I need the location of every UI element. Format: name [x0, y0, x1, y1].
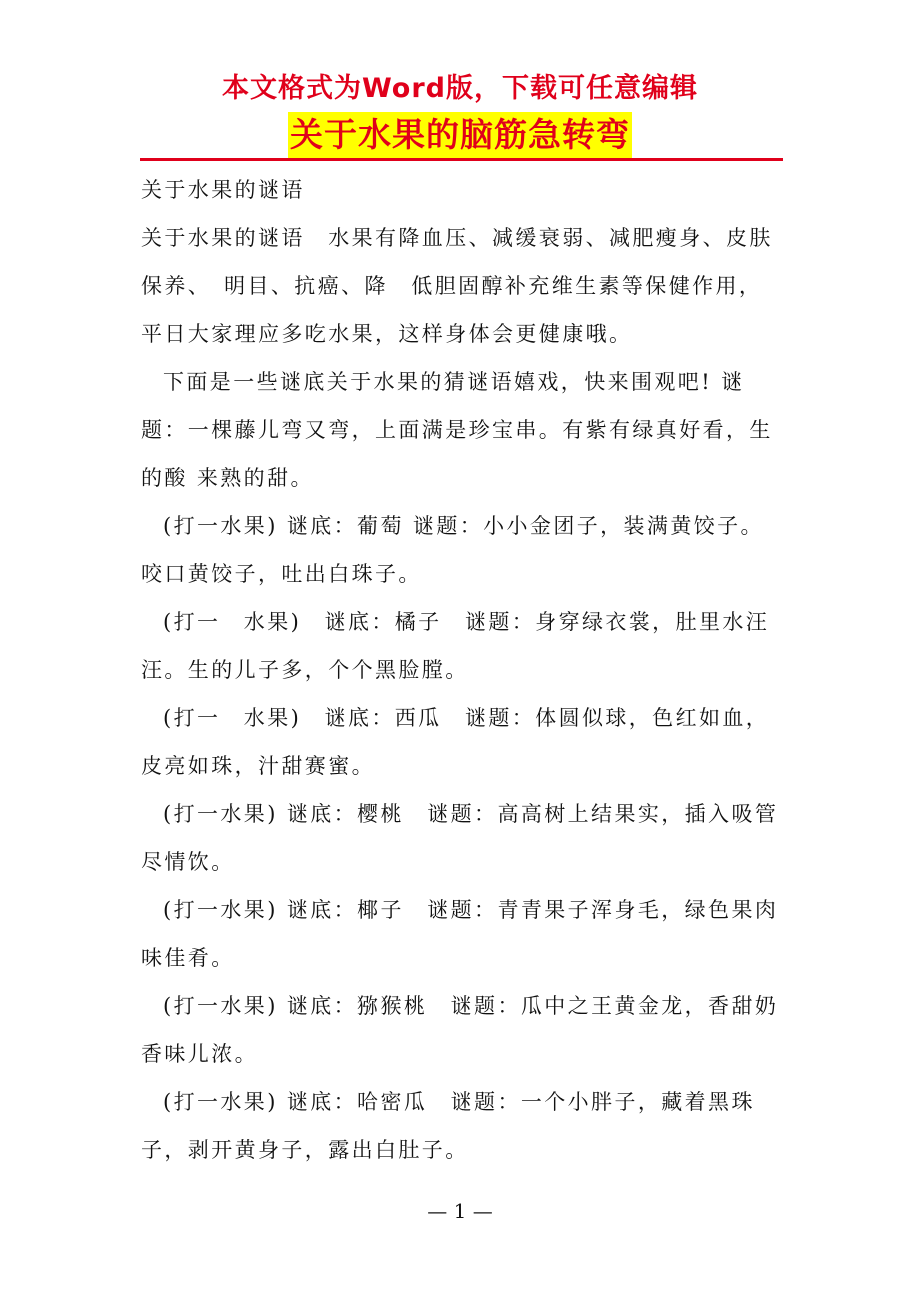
- paragraph-riddle-5: (打一水果) 谜底：樱桃 谜题：高高树上结果实，插入吸管尽情饮。: [141, 802, 779, 874]
- paragraph-riddle-6: (打一水果) 谜底：椰子 谜题：青青果子浑身毛，绿色果肉味佳肴。: [141, 898, 779, 970]
- subheading: 关于水果的谜语: [141, 178, 305, 202]
- paragraph-riddle-3: (打一 水果) 谜底：橘子 谜题：身穿绿衣裳，肚里水汪汪。生的儿子多，个个黑脸膛。: [141, 610, 770, 682]
- title-divider: [140, 158, 783, 161]
- paragraph-intro: 关于水果的谜语 水果有降血压、减缓衰弱、减肥瘦身、皮肤保养、 明目、抗癌、降 低胆固醇补充维生素等保健作用，平日大家理应多吃水果，这样身体会更健康哦。: [141, 226, 773, 346]
- title-wrapper: [0, 112, 920, 158]
- paragraph-riddle-2: (打一水果) 谜底：葡萄 谜题：小小金团子，装满黄饺子。咬口黄饺子，吐出白珠子。: [141, 514, 764, 586]
- document-body: [141, 166, 781, 1174]
- paragraph-riddle-1: 下面是一些谜底关于水果的猜谜语嬉戏，快来围观吧! 谜题：一棵藤儿弯又弯，上面满是珍宝串。有紫有绿真好看，生的酸 来熟的甜。: [141, 370, 773, 490]
- paragraph-riddle-4: (打一 水果) 谜底：西瓜 谜题：体圆似球，色红如血，皮亮如珠，汁甜赛蜜。: [141, 706, 770, 778]
- document-banner: 本文格式为Word版，下载可任意编辑: [221, 73, 698, 104]
- paragraph-riddle-7: (打一水果) 谜底：猕猴桃 谜题：瓜中之王黄金龙，香甜奶香味儿浓。: [141, 994, 779, 1066]
- page-number: — 1 —: [427, 1199, 493, 1223]
- document-title: 关于水果的脑筋急转弯: [288, 112, 632, 158]
- paragraph-riddle-8: (打一水果) 谜底：哈密瓜 谜题：一个小胖子，藏着黑珠子，剥开黄身子，露出白肚子。: [141, 1090, 755, 1162]
